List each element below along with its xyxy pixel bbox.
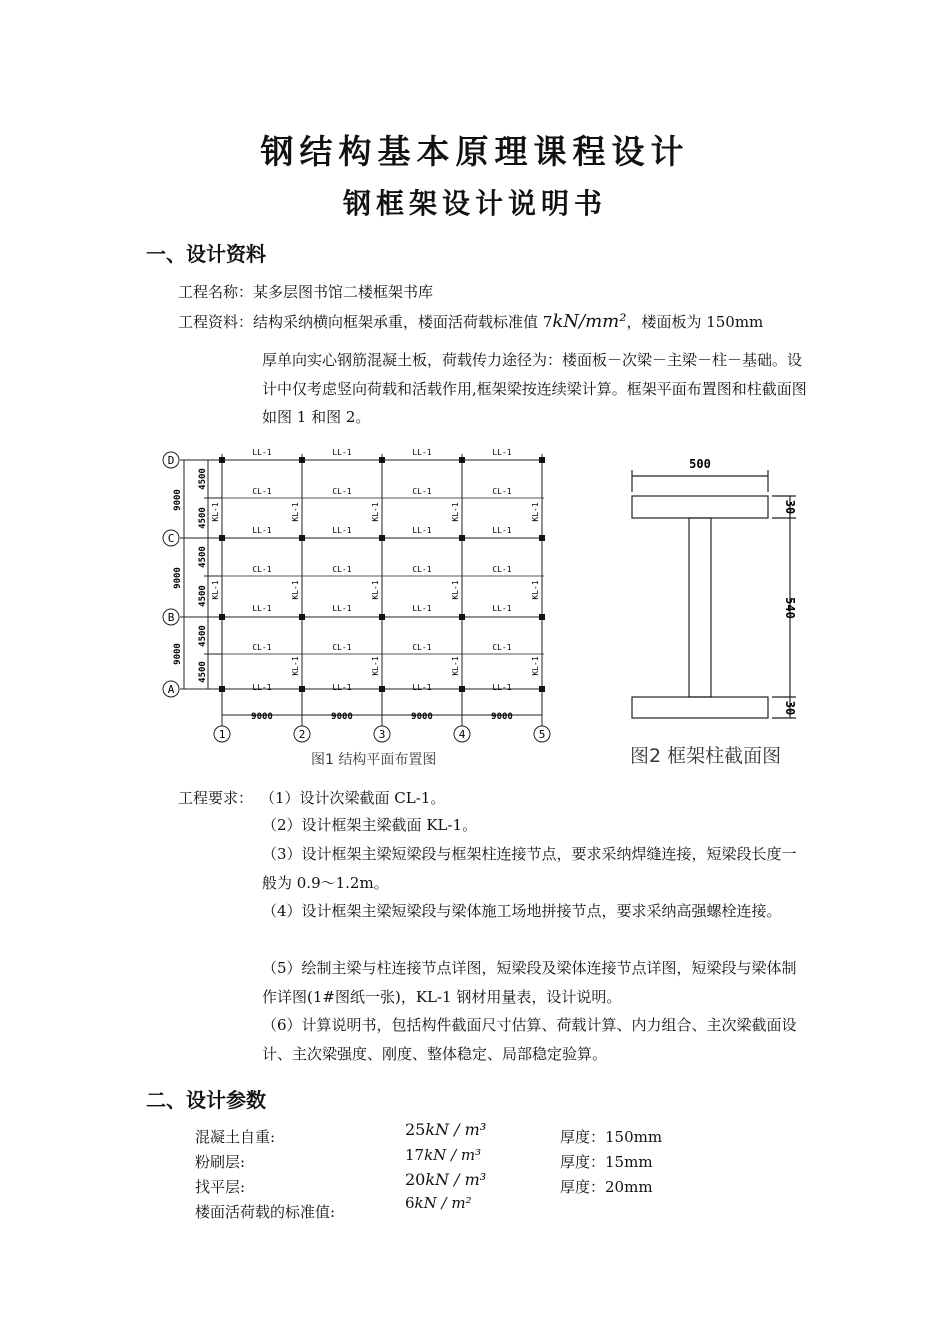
param-thickness-value: 15mm — [605, 1153, 653, 1171]
param-thickness — [560, 1123, 662, 1151]
dim-label-4500: 4500 — [198, 546, 208, 568]
beam-label-ll: LL-1 — [412, 683, 432, 692]
dim-label-9000: 9000 — [173, 489, 183, 511]
section-heading-design-data: 一、设计资料 — [146, 242, 266, 266]
axis-label-d: D — [167, 454, 175, 467]
param-thickness-value: 150mm — [605, 1128, 663, 1146]
figure1-plan-layout — [150, 440, 570, 775]
dim-label-9000: 9000 — [173, 643, 183, 665]
beam-label-kl: KL-1 — [371, 656, 380, 676]
beam-label-ll: LL-1 — [492, 526, 512, 535]
param-number: 6 — [405, 1194, 415, 1212]
beam-label-kl: KL-1 — [531, 580, 540, 600]
dim-label-4500: 4500 — [198, 468, 208, 490]
beam-label-ll: LL-1 — [492, 448, 512, 457]
figure2-column-section — [620, 452, 820, 732]
param-number: 25 — [405, 1120, 426, 1139]
beam-label-ll: LL-1 — [412, 604, 432, 613]
param-name: 混凝土自重: — [195, 1128, 276, 1146]
param-name: 楼面活荷载的标准值: — [195, 1203, 336, 1221]
document-title: 钢结构基本原理课程设计 — [260, 132, 690, 171]
param-name: 粉刷层: — [195, 1153, 246, 1171]
beam-label-ll: LL-1 — [332, 604, 352, 613]
dim-label-9000: 9000 — [173, 567, 183, 589]
beam-label-cl: CL-1 — [252, 565, 272, 574]
param-thickness-label: 厚度： — [560, 1153, 606, 1171]
beam-label-cl: CL-1 — [412, 565, 432, 574]
axis-label-5: 5 — [538, 728, 546, 741]
beam-label-ll: LL-1 — [252, 683, 272, 692]
beam-label-cl: CL-1 — [252, 487, 272, 496]
beam-label-ll: LL-1 — [332, 526, 352, 535]
beam-label-cl: CL-1 — [492, 565, 512, 574]
axis-label-c: C — [167, 532, 175, 545]
requirement-item: （3）设计框架主梁短梁段与框架柱连接节点，要求采纳焊缝连接，短梁段长度一般为 0.9～1.2m。 — [262, 845, 797, 892]
beam-label-kl: KL-1 — [211, 502, 220, 522]
param-value — [405, 1194, 472, 1212]
beam-label-cl: CL-1 — [492, 643, 512, 652]
beam-label-kl: KL-1 — [531, 502, 540, 522]
beam-label-ll: LL-1 — [332, 448, 352, 457]
dim-label-9000: 9000 — [411, 712, 433, 722]
param-value — [405, 1146, 481, 1164]
beam-label-ll: LL-1 — [412, 448, 432, 457]
beam-label-ll: LL-1 — [252, 448, 272, 457]
param-unit: kN / m³ — [425, 1120, 487, 1139]
beam-label-ll: LL-1 — [252, 526, 272, 535]
param-unit: kN / m² — [414, 1194, 472, 1212]
project-info-label: 工程资料： — [178, 313, 254, 331]
beam-label-kl: KL-1 — [211, 580, 220, 600]
project-info-paragraph: 厚单向实心钢筋混凝土板，荷载传力途径为：楼面板－次梁－主梁－柱－基础。设计中仅考虑竖向荷载和活载作用,框架梁按连续梁计算。框架平面布置图和柱截面图如图 1 和图 2。 — [262, 351, 807, 426]
beam-label-cl: CL-1 — [332, 487, 352, 496]
requirements-label: 工程要求： — [178, 789, 254, 807]
requirement-item: （1）设计次梁截面 CL-1。 — [260, 789, 446, 807]
axis-label-1: 1 — [218, 728, 226, 741]
project-name-value: 某多层图书馆二楼框架书库 — [253, 283, 434, 301]
beam-label-kl: KL-1 — [371, 580, 380, 600]
beam-label-kl: KL-1 — [291, 502, 300, 522]
beam-label-cl: CL-1 — [412, 487, 432, 496]
param-thickness — [560, 1173, 653, 1201]
axis-label-4: 4 — [458, 728, 466, 741]
figure2-caption: 图2 框架柱截面图 — [630, 745, 782, 767]
dim-label-9000: 9000 — [251, 712, 273, 722]
beam-label-ll: LL-1 — [492, 604, 512, 613]
beam-label-kl: KL-1 — [531, 656, 540, 676]
beam-label-kl: KL-1 — [451, 656, 460, 676]
project-info-row — [178, 308, 763, 336]
param-value — [405, 1120, 486, 1139]
axis-label-b: B — [167, 611, 175, 624]
dim-width-500: 500 — [689, 457, 711, 471]
live-load-value: 7 — [542, 313, 553, 331]
project-info-text: 结构采纳横向框架承重，楼面活荷载标准值 — [253, 313, 539, 331]
param-thickness-label: 厚度： — [560, 1178, 606, 1196]
param-value — [405, 1170, 486, 1189]
param-unit: kN / m³ — [424, 1146, 482, 1164]
document-subtitle: 钢框架设计说明书 — [342, 187, 607, 220]
dim-label-4500: 4500 — [198, 507, 208, 529]
live-load-unit: kN/mm² — [552, 311, 627, 332]
requirement-item: （4）设计框架主梁短梁段与梁体施工场地拼接节点，要求采纳高强螺栓连接。 — [262, 902, 782, 920]
dim-label-4500: 4500 — [198, 625, 208, 647]
beam-label-cl: CL-1 — [492, 487, 512, 496]
section-heading-design-parameters: 二、设计参数 — [146, 1088, 266, 1112]
param-thickness — [560, 1148, 653, 1176]
param-name: 找平层: — [195, 1178, 246, 1196]
beam-label-kl: KL-1 — [291, 580, 300, 600]
axis-label-a: A — [167, 683, 175, 696]
dim-label-4500: 4500 — [198, 585, 208, 607]
param-thickness-value: 20mm — [605, 1178, 653, 1196]
beam-label-cl: CL-1 — [332, 565, 352, 574]
dim-label-9000: 9000 — [491, 712, 513, 722]
figure1-caption: 图1 结构平面布置图 — [311, 752, 437, 768]
project-info-text-b: ，楼面板为 150mm — [626, 313, 764, 331]
requirement-item: （2）设计框架主梁截面 KL-1。 — [262, 816, 478, 834]
beam-label-ll: LL-1 — [492, 683, 512, 692]
axis-label-2: 2 — [298, 728, 306, 741]
beam-label-cl: CL-1 — [412, 643, 432, 652]
dim-label-9000: 9000 — [331, 712, 353, 722]
project-name-row — [178, 278, 433, 306]
beam-label-kl: KL-1 — [291, 656, 300, 676]
param-unit: kN / m³ — [425, 1170, 487, 1189]
dim-web-540: 540 — [783, 597, 797, 619]
param-number: 17 — [405, 1146, 425, 1164]
beam-label-ll: LL-1 — [332, 683, 352, 692]
beam-label-kl: KL-1 — [451, 502, 460, 522]
beam-label-cl: CL-1 — [332, 643, 352, 652]
beam-label-kl: KL-1 — [371, 502, 380, 522]
beam-label-kl: KL-1 — [451, 580, 460, 600]
beam-label-ll: LL-1 — [412, 526, 432, 535]
requirement-item: （6）计算说明书，包括构件截面尺寸估算、荷载计算、内力组合、主次梁截面设计、主次梁强度、刚度、整体稳定、局部稳定验算。 — [262, 1016, 797, 1063]
dim-label-4500: 4500 — [198, 661, 208, 683]
param-number: 20 — [405, 1170, 426, 1189]
beam-label-ll: LL-1 — [252, 604, 272, 613]
axis-label-3: 3 — [378, 728, 386, 741]
dim-flange-30: 30 — [783, 700, 797, 716]
param-thickness-label: 厚度： — [560, 1128, 606, 1146]
requirement-item: （5）绘制主梁与柱连接节点详图，短梁段及梁体连接节点详图，短梁段与梁体制作详图(1#图纸一张)，KL-1 钢材用量表，设计说明。 — [262, 959, 797, 1006]
dim-flange-30: 30 — [783, 499, 797, 515]
beam-label-cl: CL-1 — [252, 643, 272, 652]
project-name-label: 工程名称： — [178, 283, 254, 301]
